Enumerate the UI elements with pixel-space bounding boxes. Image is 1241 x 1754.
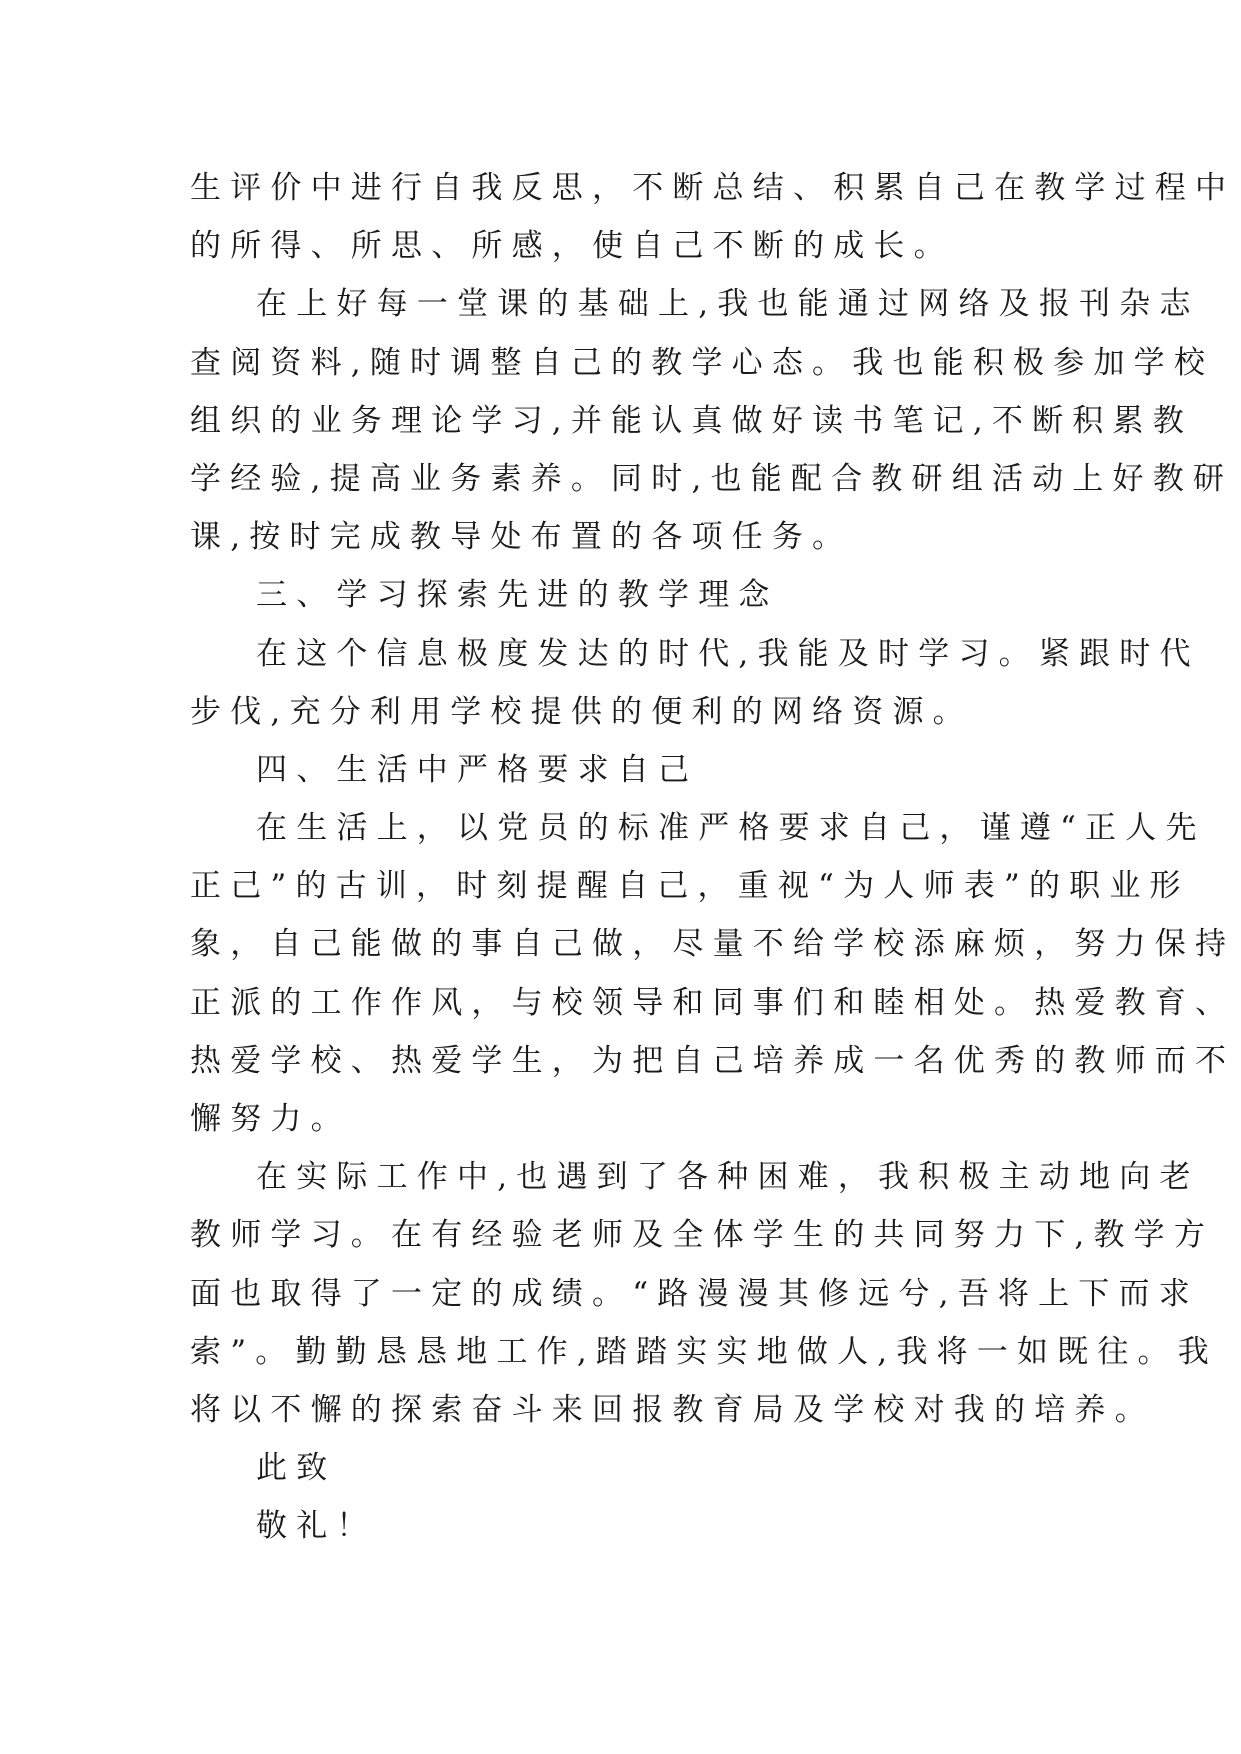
letter-body (190, 159, 1236, 1556)
text-line: 课,按时完成教导处布置的各项任务。 (190, 519, 853, 556)
text-line: 将以不懈的探索奋斗来回报教育局及学校对我的培养。 (190, 1391, 1155, 1428)
text-line: 查阅资料,随时调整自己的教学心态。我也能积极参加学校 (190, 344, 1215, 381)
text-line: 面也取得了一定的成绩。“路漫漫其修远兮,吾将上下而求 (190, 1275, 1199, 1312)
text-line: 的所得、所思、所感，使自己不断的成长。 (190, 228, 954, 265)
paragraph-start-line: 在这个信息极度发达的时代,我能及时学习。紧跟时代 (256, 635, 1200, 672)
text-line: 正己”的古训，时刻提醒自己，重视“为人师表”的职业形 (190, 868, 1190, 905)
text-line: 组织的业务理论学习,并能认真做好读书笔记,不断积累教 (190, 402, 1193, 439)
closing-regards: 敬礼！ (256, 1508, 377, 1545)
text-line: 教师学习。在有经验老师及全体学生的共同努力下,教学方 (190, 1217, 1215, 1254)
text-line: 学经验,提高业务素养。同时,也能配合教研组活动上好教研 (190, 460, 1234, 497)
text-line: 象，自己能做的事自己做，尽量不给学校添麻烦，努力保持 (190, 926, 1236, 963)
text-line: 索”。勤勤恳恳地工作,踏踏实实地做人,我将一如既往。我 (190, 1333, 1218, 1370)
text-line: 生评价中进行自我反思，不断总结、积累自己在教学过程中 (190, 170, 1236, 206)
text-line: 懈努力。 (190, 1101, 351, 1137)
paragraph-start-line: 在生活上，以党员的标准严格要求自己，谨遵“正人先 (256, 810, 1206, 847)
text-line: 热爱学校、热爱学生，为把自己培养成一名优秀的教师而不 (190, 1042, 1236, 1079)
text-line: 步伐,充分利用学校提供的便利的网络资源。 (190, 693, 973, 730)
section-heading-4: 四、生活中严格要求自己 (256, 751, 699, 788)
closing-salutation: 此致 (256, 1450, 337, 1487)
section-heading-3: 三、学习探索先进的教学理念 (256, 577, 779, 614)
paragraph-start-line: 在上好每一堂课的基础上,我也能通过网络及报刊杂志 (256, 286, 1200, 323)
text-line: 正派的工作作风，与校领导和同事们和睦相处。热爱教育、 (190, 984, 1236, 1021)
paragraph-start-line: 在实际工作中,也遇到了各种困难，我积极主动地向老 (256, 1159, 1200, 1196)
